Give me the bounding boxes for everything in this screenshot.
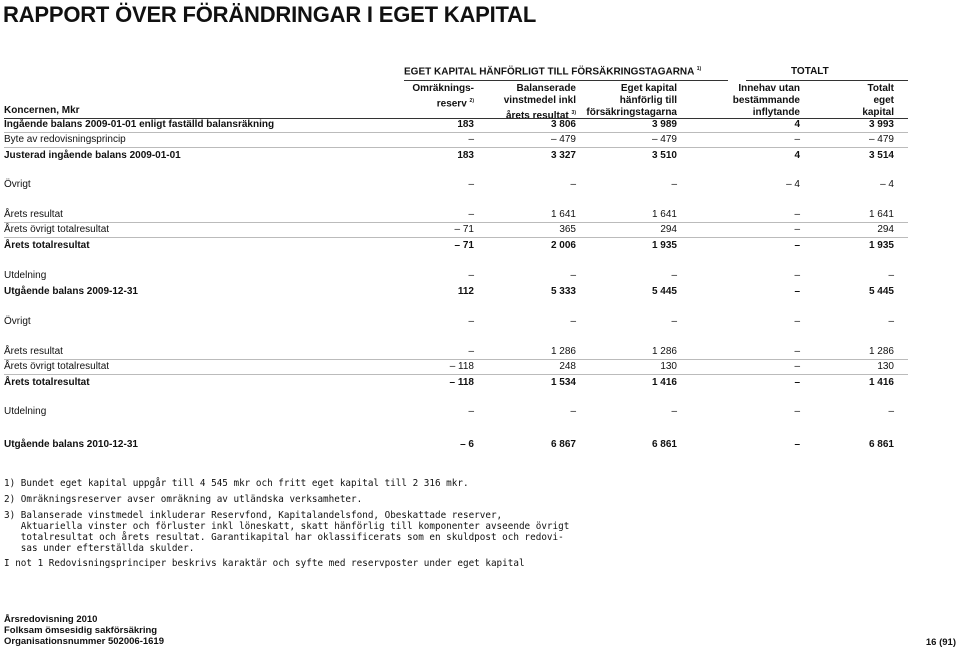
total-equity-cell: 1 935: [868, 240, 894, 251]
col-header-line: kapital: [862, 107, 894, 118]
equity-policyholders-cell: 130: [660, 361, 677, 372]
table-row: [0, 222, 960, 238]
row-label: Årets totalresultat: [4, 377, 90, 388]
retained-earnings-cell: 1 286: [550, 346, 576, 357]
table-row: [0, 314, 960, 330]
total-equity-cell: 1 641: [868, 209, 894, 220]
table-row: [0, 284, 960, 300]
total-equity-cell: –: [888, 316, 894, 327]
col-header-note: 3): [571, 110, 576, 116]
group-header-attributable-text: EGET KAPITAL HÄNFÖRLIGT TILL FÖRSÄKRINGSTAGARNA: [404, 66, 694, 78]
row-label: Utgående balans 2009-12-31: [4, 286, 138, 297]
equity-policyholders-cell: –: [671, 316, 677, 327]
translation-reserve-cell: –: [468, 179, 474, 190]
total-equity-cell: 5 445: [868, 286, 894, 297]
non-controlling-cell: –: [794, 270, 800, 281]
translation-reserve-cell: –: [468, 134, 474, 145]
translation-reserve-cell: –: [468, 316, 474, 327]
non-controlling-cell: –: [794, 224, 800, 235]
row-label: Övrigt: [4, 316, 31, 327]
footnote-3-cont: totalresultat och årets resultat. Garantikapital har oklassificerats som en skuldpost och redovi-: [4, 532, 564, 543]
row-label: Justerad ingående balans 2009-01-01: [4, 150, 181, 161]
retained-earnings-cell: 5 333: [550, 286, 576, 297]
row-label: Årets resultat: [4, 346, 63, 357]
translation-reserve-cell: – 118: [449, 377, 474, 388]
footnote-1: 1) Bundet eget kapital uppgår till 4 545 mkr och fritt eget kapital till 2 316 mkr.: [4, 478, 469, 489]
equity-policyholders-cell: –: [671, 270, 677, 281]
table-row: [0, 238, 960, 254]
equity-policyholders-cell: 5 445: [651, 286, 677, 297]
col-header-text: reserv: [436, 98, 467, 110]
col-header-line: [412, 95, 474, 110]
row-header-label: Koncernen, Mkr: [4, 105, 80, 116]
col-header-line: Omräknings-: [412, 83, 474, 94]
translation-reserve-cell: – 71: [454, 224, 474, 235]
page-number: 16 (91): [925, 637, 956, 648]
non-controlling-cell: –: [794, 286, 800, 297]
retained-earnings-cell: –: [570, 270, 576, 281]
col-header-line: försäkringstagarna: [586, 107, 677, 118]
total-equity-cell: 130: [877, 361, 894, 372]
footnote-note-1: I not 1 Redovisningsprinciper beskrivs karaktär och syfte med reservposter under eget kapital: [4, 558, 525, 569]
translation-reserve-cell: –: [468, 209, 474, 220]
row-label: Utdelning: [4, 270, 47, 281]
translation-reserve-cell: 183: [457, 119, 474, 130]
total-equity-cell: – 479: [868, 134, 894, 145]
col-header-line: vinstmedel inkl: [503, 95, 576, 106]
row-label: Övrigt: [4, 179, 31, 190]
translation-reserve-cell: 183: [457, 150, 474, 161]
col-header-line: Totalt: [867, 83, 894, 94]
total-equity-cell: 3 514: [868, 150, 894, 161]
equity-policyholders-cell: 3 989: [651, 119, 677, 130]
non-controlling-cell: –: [794, 240, 800, 251]
table-row: [0, 148, 960, 164]
page-title: RAPPORT ÖVER FÖRÄNDRINGAR I EGET KAPITAL: [3, 2, 537, 27]
retained-earnings-cell: 365: [559, 224, 576, 235]
group-header-attributable: [404, 66, 701, 77]
non-controlling-cell: –: [794, 209, 800, 220]
translation-reserve-cell: – 118: [449, 361, 474, 372]
col-header-line: inflytande: [752, 107, 800, 118]
col-header-line: Innehav utan: [738, 83, 800, 94]
group-header-note: 1): [696, 66, 702, 72]
row-label: Ingående balans 2009-01-01 enligt faställd balansräkning: [4, 119, 275, 130]
total-equity-cell: –: [888, 406, 894, 417]
translation-reserve-cell: – 71: [454, 240, 474, 251]
non-controlling-cell: – 4: [786, 179, 800, 190]
group-underline-total: [746, 80, 908, 81]
col-header-line: Balanserade: [516, 83, 576, 94]
retained-earnings-cell: –: [570, 406, 576, 417]
translation-reserve-cell: –: [468, 270, 474, 281]
total-equity-cell: 6 861: [868, 439, 894, 450]
retained-earnings-cell: 2 006: [550, 240, 576, 251]
total-equity-cell: –: [888, 270, 894, 281]
col-header-translation-reserve: [412, 83, 474, 110]
row-label: Årets resultat: [4, 209, 63, 220]
table-row: [0, 344, 960, 360]
equity-policyholders-cell: –: [671, 406, 677, 417]
non-controlling-cell: –: [794, 439, 800, 450]
footnote-2: 2) Omräkningsreserver avser omräkning av utländska verksamheter.: [4, 494, 363, 505]
footnote-3-cont: Aktuariella vinster och förluster inkl löneskatt, skatt hänförlig till komponenter avseende övrigt: [4, 521, 570, 532]
col-header-line: Eget kapital: [620, 83, 677, 94]
translation-reserve-cell: – 6: [460, 439, 474, 450]
retained-earnings-cell: 6 867: [550, 439, 576, 450]
table-row: [0, 132, 960, 148]
translation-reserve-cell: –: [468, 406, 474, 417]
retained-earnings-cell: –: [570, 179, 576, 190]
total-equity-cell: 1 286: [868, 346, 894, 357]
col-header-equity-policyholders: [586, 83, 677, 119]
non-controlling-cell: –: [794, 361, 800, 372]
col-header-text: årets resultat: [505, 110, 569, 122]
footer-report-name: Årsredovisning 2010: [4, 614, 98, 625]
total-equity-cell: 3 993: [868, 119, 894, 130]
col-header-line: bestämmande: [732, 95, 800, 106]
non-controlling-cell: –: [794, 316, 800, 327]
equity-policyholders-cell: 1 416: [651, 377, 677, 388]
table-row: [0, 177, 960, 193]
translation-reserve-cell: 112: [457, 286, 474, 297]
col-header-total-equity: [862, 83, 894, 119]
col-header-non-controlling: [733, 83, 800, 119]
non-controlling-cell: 4: [794, 150, 800, 161]
row-label: Årets övrigt totalresultat: [4, 224, 110, 235]
equity-policyholders-cell: – 479: [651, 134, 677, 145]
group-header-total: TOTALT: [791, 66, 829, 77]
footer-company: Folksam ömsesidig sakförsäkring: [4, 625, 158, 636]
translation-reserve-cell: –: [468, 346, 474, 357]
row-label: Byte av redovisningsprincip: [4, 134, 126, 145]
retained-earnings-cell: – 479: [550, 134, 576, 145]
table-row: [0, 268, 960, 284]
retained-earnings-cell: 248: [559, 361, 576, 372]
retained-earnings-cell: 1 641: [550, 209, 576, 220]
total-equity-cell: 294: [877, 224, 894, 235]
equity-policyholders-cell: 1 286: [651, 346, 677, 357]
row-label: Årets övrigt totalresultat: [4, 361, 110, 372]
equity-policyholders-cell: 3 510: [651, 150, 677, 161]
table-row: [0, 117, 960, 133]
col-header-line: hänförlig till: [619, 95, 677, 106]
row-label: Utgående balans 2010-12-31: [4, 439, 138, 450]
row-label: Årets totalresultat: [4, 240, 90, 251]
footnote-3-cont: sas under efterställda skulder.: [4, 543, 195, 554]
retained-earnings-cell: 3 327: [550, 150, 576, 161]
table-row: [0, 437, 960, 453]
col-header-note: 2): [469, 98, 474, 104]
total-equity-cell: – 4: [880, 179, 894, 190]
group-underline-attributable: [404, 80, 728, 81]
non-controlling-cell: 4: [794, 119, 800, 130]
footnote-3: 3) Balanserade vinstmedel inkluderar Reservfond, Kapitalandelsfond, Obeskattade reserver,: [4, 510, 503, 521]
retained-earnings-cell: 1 534: [550, 377, 576, 388]
equity-policyholders-cell: 6 861: [651, 439, 677, 450]
col-header-line: eget: [873, 95, 894, 106]
non-controlling-cell: –: [794, 377, 800, 388]
non-controlling-cell: –: [794, 346, 800, 357]
equity-policyholders-cell: 1 935: [651, 240, 677, 251]
retained-earnings-cell: –: [570, 316, 576, 327]
total-equity-cell: 1 416: [868, 377, 894, 388]
equity-policyholders-cell: 294: [660, 224, 677, 235]
table-row: [0, 207, 960, 223]
table-row: [0, 404, 960, 420]
table-row: [0, 375, 960, 391]
equity-policyholders-cell: 1 641: [651, 209, 677, 220]
table-row: [0, 359, 960, 375]
footer-org-number: Organisationsnummer 502006-1619: [4, 636, 164, 647]
row-label: Utdelning: [4, 406, 47, 417]
non-controlling-cell: –: [794, 134, 800, 145]
equity-policyholders-cell: –: [671, 179, 677, 190]
non-controlling-cell: –: [794, 406, 800, 417]
retained-earnings-cell: 3 806: [550, 119, 576, 130]
